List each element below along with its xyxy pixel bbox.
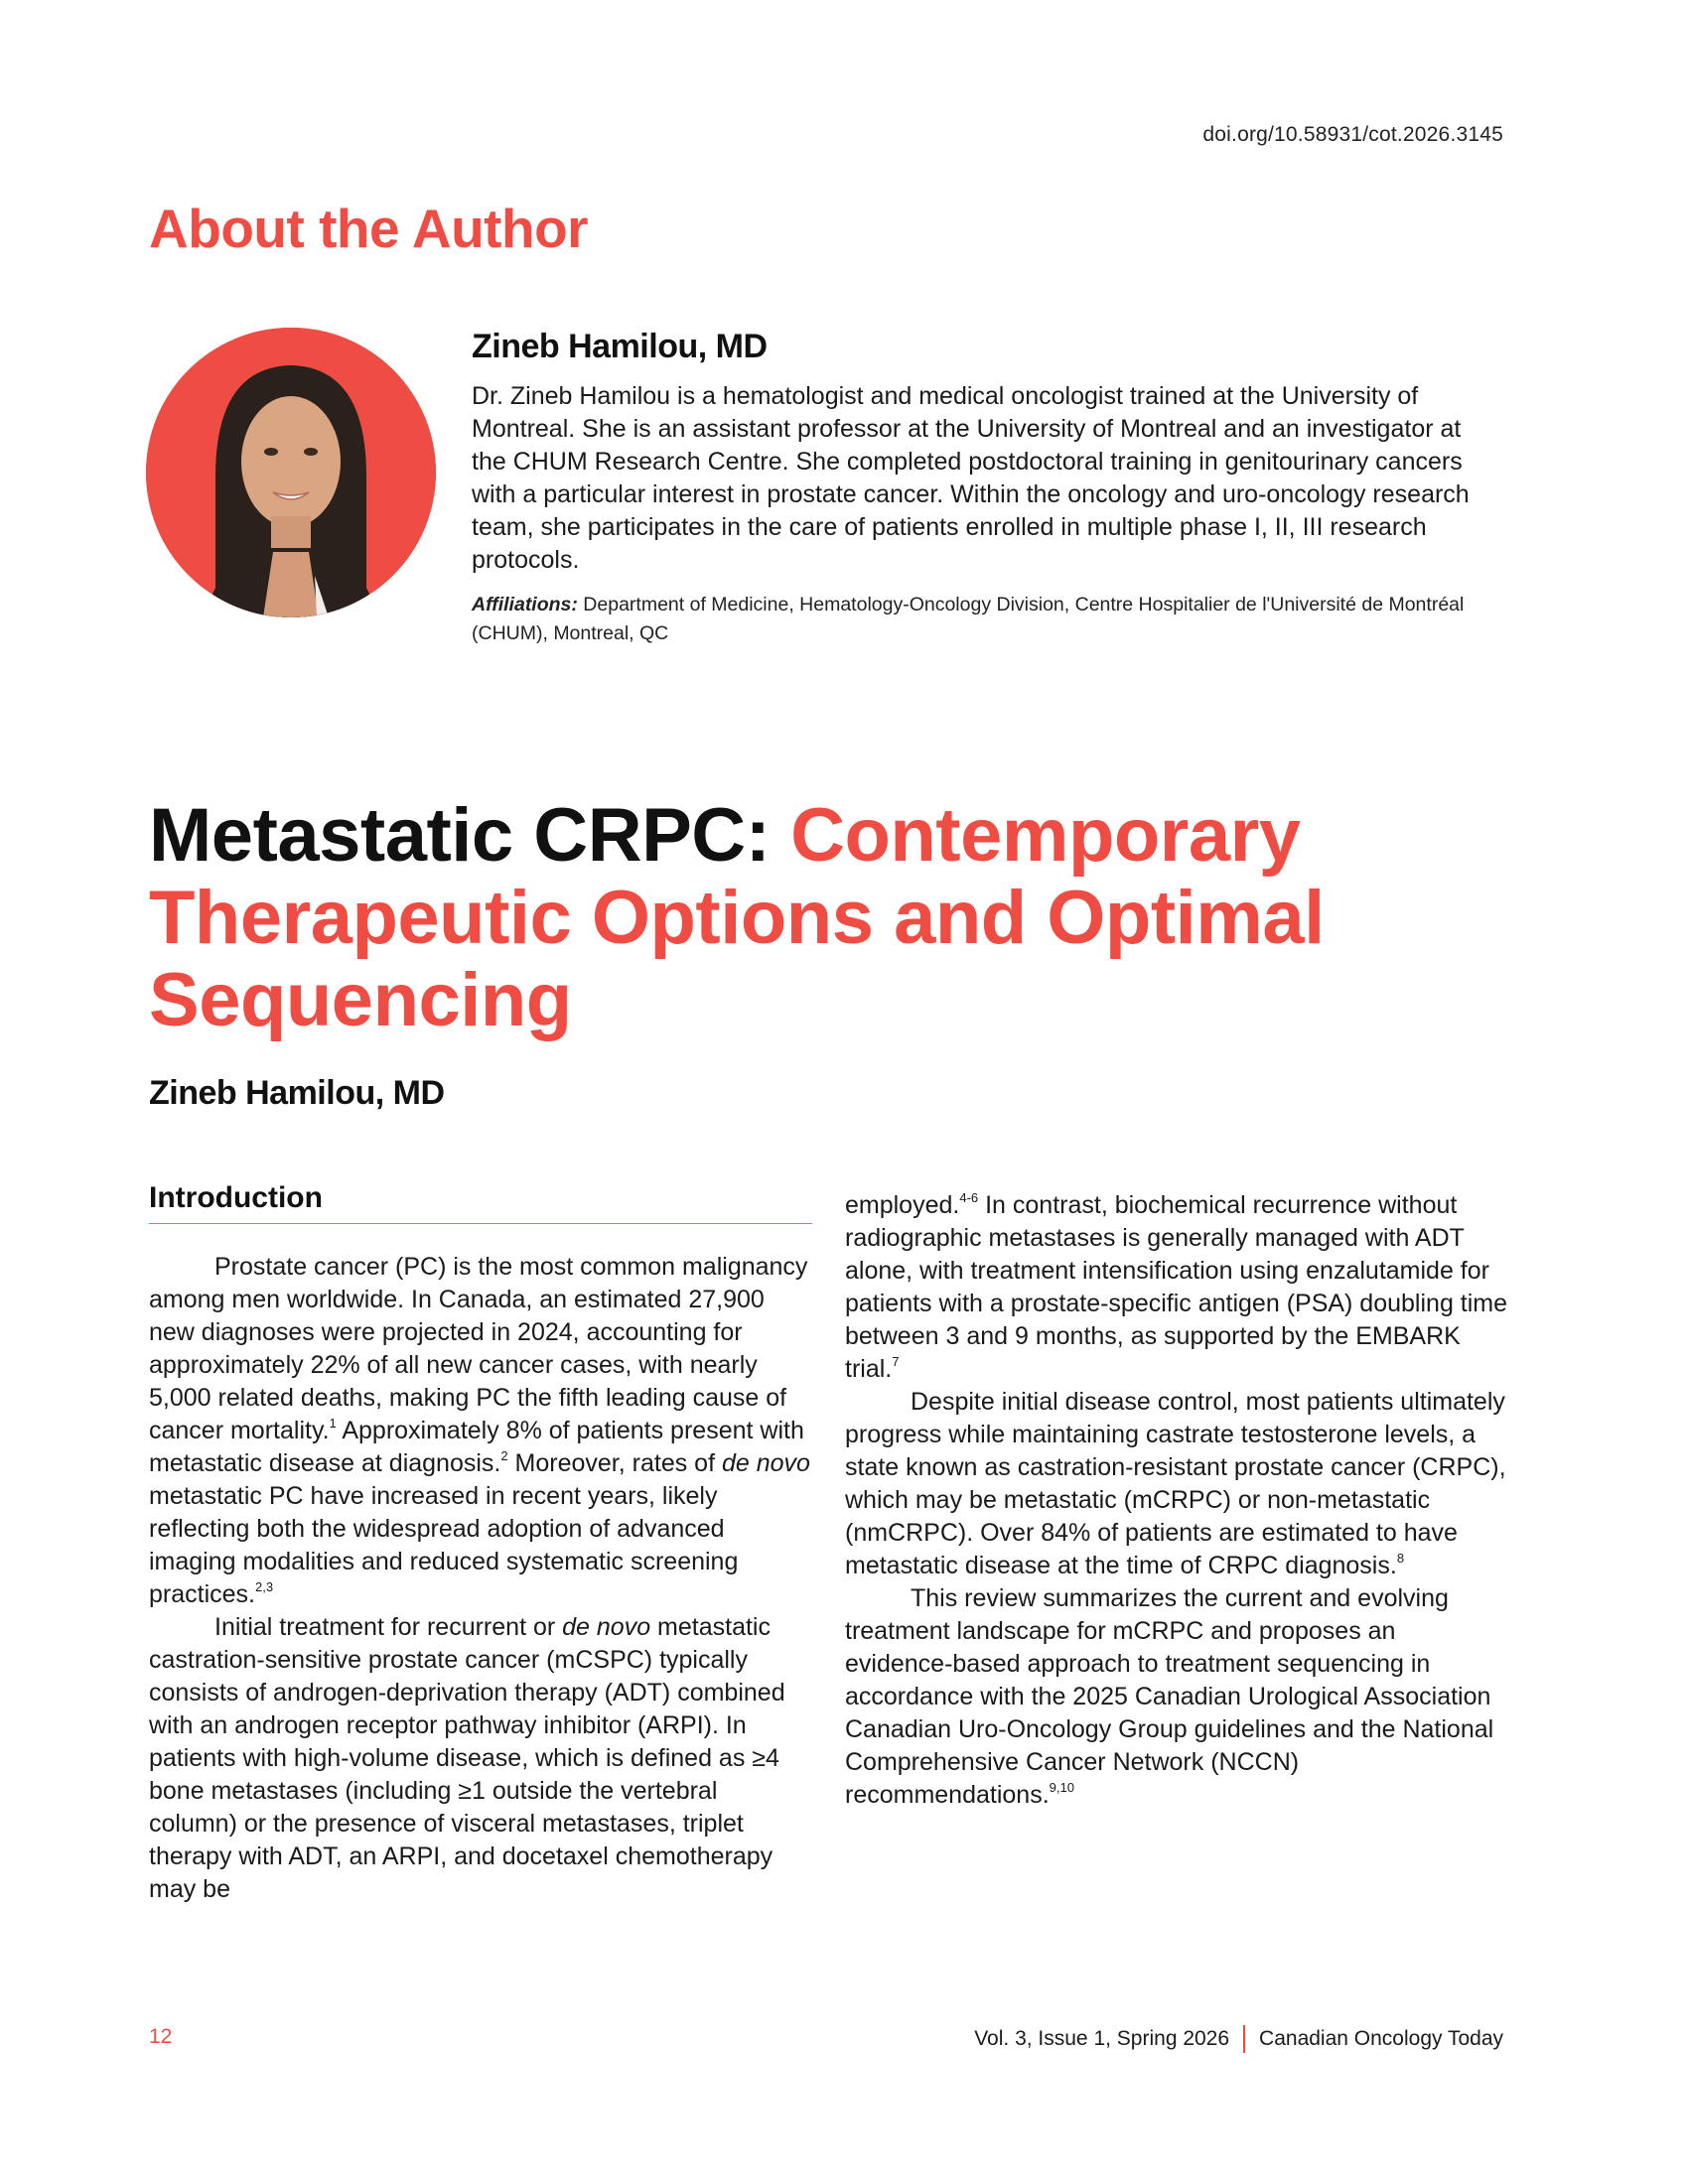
paragraph-1-text-d: metastatic PC have increased in recent years, likely reflecting both the widespread adoption of advanced imaging modalities and reduced systematic screening practices.: [149, 1482, 739, 1608]
paragraph-3: [845, 1386, 1508, 1582]
paragraph-1: [149, 1251, 812, 1611]
paragraph-2-continued: [845, 1189, 1508, 1386]
article-title-main: Contemporary Therapeutic Options and Optimal Sequencing: [149, 793, 1325, 1042]
column-right: [845, 1189, 1508, 1812]
author-bio-block: [472, 328, 1484, 648]
paragraph-2: [149, 1611, 812, 1906]
portrait-eye-right: [304, 448, 318, 456]
section-heading-introduction: Introduction: [149, 1181, 812, 1224]
paragraph-1-text-a: Prostate cancer (PC) is the most common malignancy among men worldwide. In Canada, an estimated 27,900 new diagnoses were projected in 2024, accounting for approximately 22% of all new cancer cases, with nearly 5,000 related deaths, making PC the fifth leading cause of cancer mortality.: [149, 1253, 808, 1444]
paragraph-1-italic: de novo: [721, 1449, 810, 1477]
author-affiliations: [472, 591, 1484, 648]
paragraph-4: [845, 1582, 1508, 1812]
footer-issue: Vol. 3, Issue 1, Spring 2026: [974, 2027, 1230, 2050]
paragraph-2-italic: de novo: [562, 1613, 651, 1641]
article-title-prefix: Metastatic CRPC:: [149, 793, 791, 878]
paragraph-2-text-b: metastatic castration-sensitive prostate cancer (mCSPC) typically consists of androgen-deprivation therapy (ADT) combined with an androgen receptor pathway inhibitor (ARPI). In patients with high-volume disease, which is defined as ≥4 bone metastases (including ≥1 outside the vertebral column) or the presence of visceral metastases, triplet therapy with ADT, an ARPI, and docetaxel chemotherapy may be: [149, 1613, 785, 1903]
portrait-illustration: [146, 328, 436, 617]
about-author-heading: About the Author: [149, 198, 589, 259]
footer-journal: Canadian Oncology Today: [1259, 2027, 1503, 2050]
portrait-eye-left: [264, 448, 278, 456]
citation-ref[interactable]: 4-6: [959, 1190, 979, 1205]
paragraph-1-text-b: Approximately 8% of patients present with metastatic disease at diagnosis.: [149, 1417, 804, 1477]
footer-divider: [1243, 2025, 1245, 2053]
paragraph-4-text: This review summarizes the current and evolving treatment landscape for mCRPC and proposes an evidence-based approach to treatment sequencing in accordance with the 2025 Canadian Urological Association Canadian Uro-Oncology Group guidelines and the National Comprehensive Cancer Network (NCCN) recommendations.: [845, 1584, 1494, 1809]
article-title: [149, 794, 1539, 1041]
citation-ref[interactable]: 7: [892, 1354, 900, 1369]
article-byline: Zineb Hamilou, MD: [149, 1074, 445, 1112]
citation-ref[interactable]: 2: [500, 1448, 508, 1463]
affiliations-text: Department of Medicine, Hematology-Oncology Division, Centre Hospitalier de l'Université de Montréal (CHUM), Montreal, QC: [472, 594, 1465, 644]
citation-ref[interactable]: 9,10: [1049, 1780, 1074, 1795]
portrait-face: [241, 396, 341, 527]
paragraph-2-text-c: employed.: [845, 1191, 960, 1219]
author-name: Zineb Hamilou, MD: [472, 328, 768, 365]
doi-link[interactable]: doi.org/10.58931/cot.2026.3145: [1202, 123, 1503, 146]
affiliations-label: Affiliations:: [472, 594, 578, 615]
paragraph-2-text-a: Initial treatment for recurrent or: [214, 1613, 563, 1641]
paragraph-3-text: Despite initial disease control, most patients ultimately progress while maintaining castrate testosterone levels, a state known as castration-resistant prostate cancer (CRPC), which may be metastatic (mCRPC) or non-metastatic (nmCRPC). Over 84% of patients are estimated to have metastatic disease at the time of CRPC diagnosis.: [845, 1388, 1506, 1579]
column-left: [149, 1181, 812, 1906]
paragraph-2-text-d: In contrast, biochemical recurrence without radiographic metastases is generally managed with ADT alone, with treatment intensification using enzalutamide for patients with a prostate-specific antigen (PSA) doubling time between 3 and 9 months, as supported by the EMBARK trial.: [845, 1191, 1508, 1383]
page-number: 12: [149, 2025, 173, 2048]
citation-ref[interactable]: 8: [1396, 1551, 1405, 1566]
paragraph-1-text-c: Moreover, rates of: [507, 1449, 722, 1477]
author-portrait-icon: [146, 328, 436, 617]
footer-publication: [974, 2025, 1503, 2053]
citation-ref[interactable]: 2,3: [254, 1579, 274, 1594]
author-bio: Dr. Zineb Hamilou is a hematologist and medical oncologist trained at the University of Montreal. She is an assistant professor at the University of Montreal and an investigator at the CHUM Research Centre. She completed postdoctoral training in genitourinary cancers with a particular interest in prostate cancer. Within the oncology and uro-oncology research team, she participates in the care of patients enrolled in multiple phase I, II, III research protocols.: [472, 382, 1470, 574]
citation-ref[interactable]: 1: [329, 1416, 337, 1431]
